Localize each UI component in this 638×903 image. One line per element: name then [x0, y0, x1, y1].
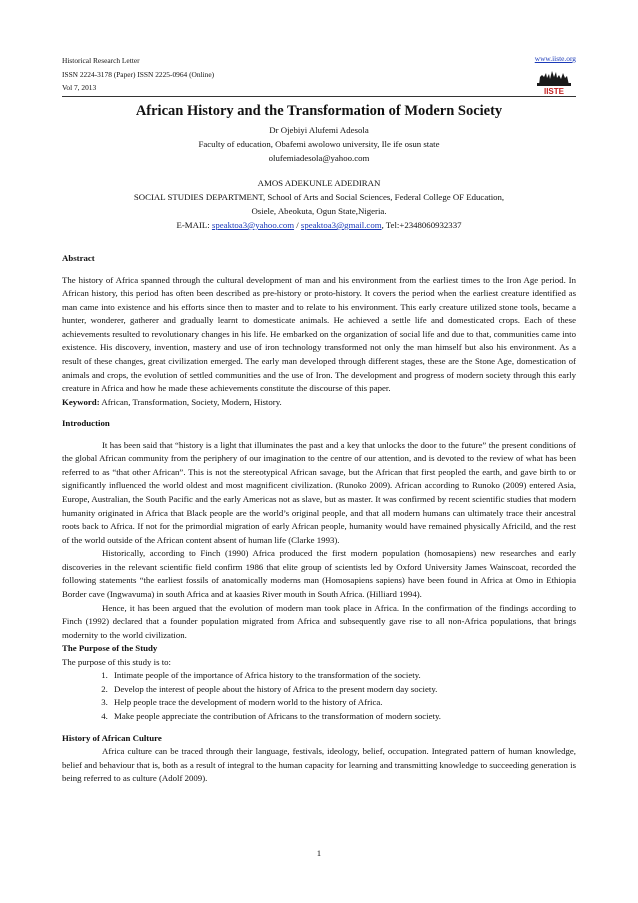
logo-text: IISTE — [543, 87, 565, 96]
author1-name: Dr Ojebiyi Alufemi Adesola — [269, 125, 369, 135]
purpose-item: 1. Intimate people of the importance of Africa history to the transformation of the society. — [110, 669, 576, 683]
author2-name: AMOS ADEKUNLE ADEDIRAN — [257, 178, 381, 188]
journal-url-link[interactable]: www.iiste.org — [534, 54, 576, 63]
header-rule — [62, 96, 576, 97]
introduction-paragraph-1: It has been said that “history is a light that illuminates the past and a key that unlocks the door to the future” the present conditions of the global African community from the periphery of our imagination to the centre of our attention, and is devoted to the review of what has been referred to as “that other African”. This is not the stereotypical African savage, but the African that first peopled the earth, and gave birth to or significantly influenced the world oldest and most magnificent civilization. (Runoko 2009). African according to Runoko (2009) entered Asia, Europe, Australian, the South Pacific and the early Americas not as slave, but as master. It was confirmed by recent scientific studies that modern humanity originated in Africa that Black people are the world’s original people, and that all modern humans can ultimately trace their ancestral roots back to Africa. If not for the primordial migration of early African people, humanity would have remained physically Africild, and the rest of the world outside of the African content absent of human life (Clarke 1993). — [62, 439, 576, 545]
journal-issn: ISSN 2224-3178 (Paper) ISSN 2225-0964 (Online) — [62, 69, 215, 79]
introduction-paragraph-3: Hence, it has been argued that the evolution of modern man took place in Africa. In the confirmation of the findings according to Finch (1992) declared that a founder population migrated from Africa and subsequently gave rise to all non-Africa populations, that brings modernity to the world civilization. — [62, 602, 576, 640]
email-label: E-MAIL: — [176, 220, 212, 230]
author2-location: Osiele, Abeokuta, Ogun State,Nigeria. — [251, 206, 387, 216]
email-link-yahoo[interactable]: speaktoa3@yahoo.com — [211, 220, 295, 230]
purpose-intro: The purpose of this study is to: — [62, 656, 171, 667]
culture-heading: History of African Culture — [62, 732, 162, 743]
purpose-heading: The Purpose of the Study — [62, 643, 158, 654]
journal-name: Historical Research Letter — [62, 56, 140, 65]
paper-body — [62, 252, 576, 786]
iiste-logo — [534, 63, 576, 96]
purpose-item: 4. Make people appreciate the contribution of Africans to the transformation of modern society. — [110, 710, 576, 724]
page-number: 1 — [316, 848, 322, 858]
author2-contact — [62, 219, 576, 233]
abstract-text: The history of Africa spanned through the cultural development of man and his environment from the earliest times to the Iron Age period. In African history, this period has often been described as pre-history or proto-history. It covers the period when the earliest creature identified as man came into existence and his efforts since then to master and to relate to his environment. This early creature utilized stone tools, became a hunter, wonderer, gatherer and gradually learnt to domesticate animals. He achieved a settle life and domesticated crops. Each of these achievements resulted to revolutionary changes in his life. He embarked on the organization of social life and due to that, communities came into existence. His discovery, invention, mastery and use of iron technology transformed not only the man himself but also his environment. As a result of these changes, great civilization emerged. The early man developed through different stages, these are the Stone Age, domestication of animals and crops, the evolution of settled communities and the use of Iron. The development and progress of modern society through this early creature in Africa and how he made these achievements constitute the discourse of this paper. — [62, 274, 576, 394]
email-link-gmail[interactable]: speaktoa3@gmail.com — [300, 220, 382, 230]
abstract-heading: Abstract — [62, 253, 95, 263]
telephone: , Tel:+2348060932337 — [381, 220, 462, 230]
culture-paragraph-1: Africa culture can be traced through their language, festivals, ideology, belief, occupation. Integrated pattern of human knowledge, belief and behaviour that is, both as a result of integral to the human capacity for learning and transmitting knowledge to succeeding generation is being referred to as culture (Adolf 2009). — [62, 746, 576, 784]
keyword-label: Keyword: — [62, 396, 100, 407]
author1-affiliation: Faculty of education, Obafemi awolowo university, Ile ife osun state — [198, 139, 440, 149]
purpose-item: 2. Develop the interest of people about the history of Africa to the present modern day society. — [110, 683, 576, 697]
introduction-heading: Introduction — [62, 418, 110, 429]
journal-volume: Vol 7, 2013 — [62, 83, 97, 93]
email-separator: / — [294, 220, 301, 230]
author2-department: SOCIAL STUDIES DEPARTMENT, School of Arts and Social Sciences, Federal College OF Education, — [133, 192, 505, 202]
author1-email: olufemiadesola@yahoo.com — [268, 153, 370, 163]
paper-title: African History and the Transformation of Modern Society — [135, 103, 503, 119]
journal-header — [62, 54, 214, 95]
purpose-item: 3. Help people trace the development of modern world to the history of Africa. — [110, 696, 576, 710]
purpose-list — [62, 669, 576, 723]
keywords-line — [62, 396, 576, 410]
keyword-list: African, Transformation, Society, Modern, History. — [99, 396, 282, 407]
introduction-paragraph-2: Historically, according to Finch (1990) Africa produced the first modern population (homosapiens) new researches and early discoveries in the relevant scientific field confirm 1986 that elite group of scientists led by Oxford University James Wainscoat, recorded the following statements “the earliest fossils of anatomically moderns man (Homosapiens sapiens) have been found in Africa at Omo in Ethiopia Border cave (Ingwavuma) in south Africa and at kaasies River mouth in South Africa. (Hilliard 1994). — [62, 548, 576, 599]
